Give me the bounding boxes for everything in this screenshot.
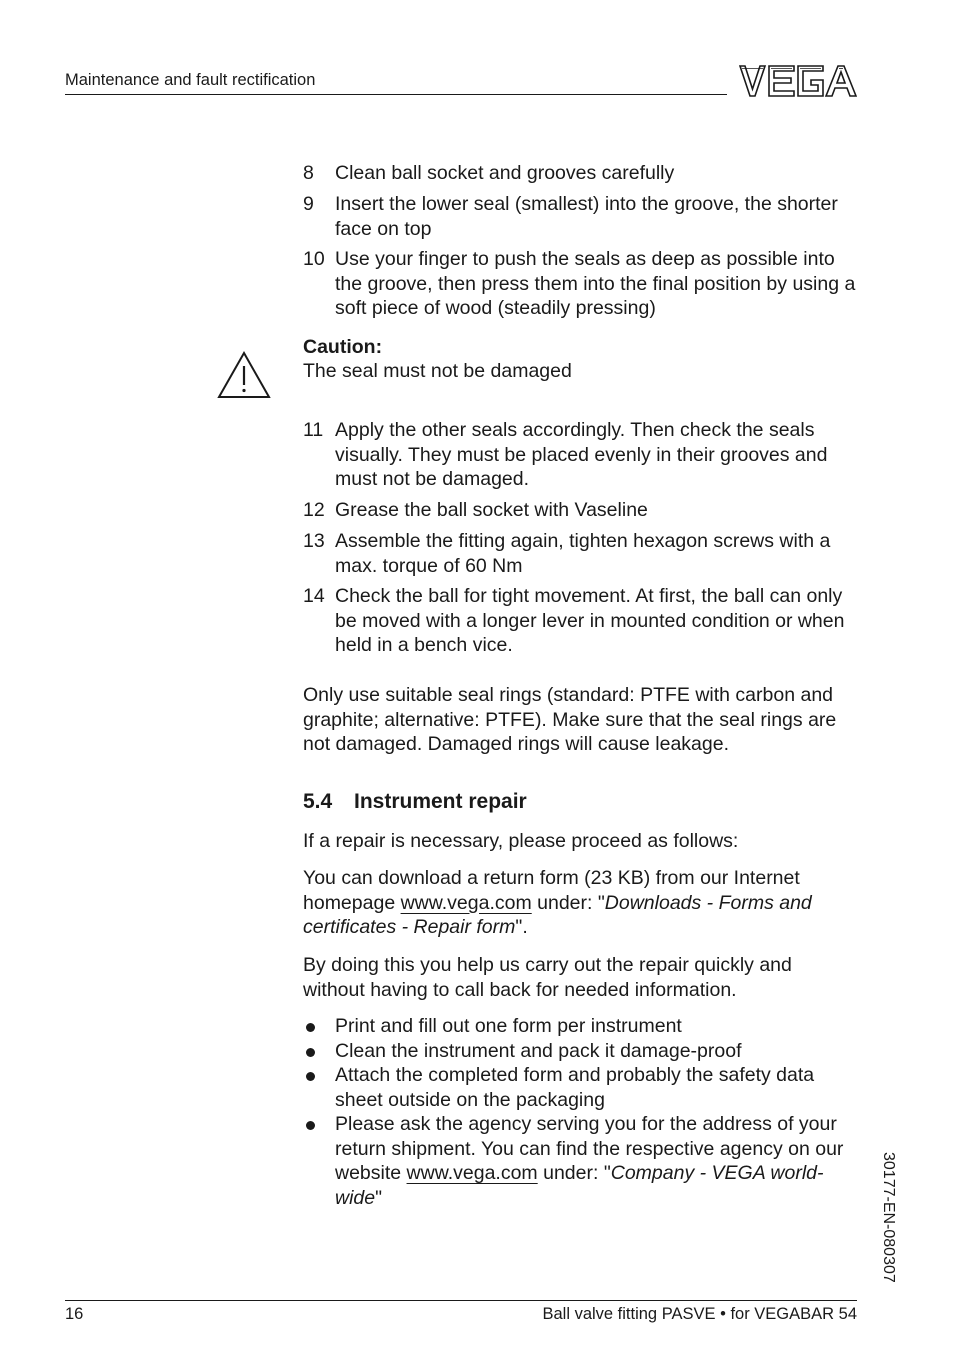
bullet-text-part: under: " [537,1162,611,1184]
step-number: 8 [303,162,314,184]
header-divider [65,94,727,95]
footer-document-title: Ball valve fitting PASVE • for VEGABAR 54 [542,1305,857,1323]
list-item [303,192,859,242]
download-paragraph [303,866,859,940]
bullet-icon [306,1023,315,1032]
step-number: 9 [303,193,314,215]
download-text: under: " [531,891,605,914]
vega-logo [739,64,857,98]
bullet-text: Print and fill out one form per instrument [335,1015,682,1037]
step-number: 13 [303,530,325,552]
bullet-item [303,1039,859,1064]
warning-triangle-icon [216,350,272,400]
bullet-icon [306,1121,315,1130]
list-item [303,418,859,493]
repair-intro-paragraph: If a repair is necessary, please proceed as follows: [303,830,739,852]
section-heading [303,790,527,814]
step-number: 12 [303,499,325,521]
bullet-icon [306,1048,315,1057]
list-item [303,247,859,322]
step-text: Use your finger to push the seals as deep as possible into the groove, then press them into the final position by using a soft piece of wood (steadily pressing) [335,248,856,319]
step-text: Grease the ball socket with Vaseline [335,499,648,521]
step-text: Clean ball socket and grooves carefully [335,162,675,184]
step-text: Insert the lower seal (smallest) into the groove, the shorter face on top [335,193,838,240]
download-text: You can download a return form (23 KB) from our Internet homepage [303,867,800,914]
list-item [303,529,859,579]
step-number: 11 [303,419,324,441]
bullet-icon [306,1072,315,1081]
bullet-path-text: Company - VEGA world-wide [335,1162,824,1209]
section-number: 5.4 [303,790,333,813]
seal-note-paragraph: Only use suitable seal rings (standard: PTFE with carbon and graphite; alternative: PTFE). Make sure that the seal rings are not damaged. Damaged rings will cause leakage. [303,684,837,755]
step-text: Check the ball for tight movement. At first, the ball can only be moved with a longer lever in mounted condition or when held in a bench vice. [335,585,845,656]
step-number: 14 [303,585,325,607]
download-text: ". [515,916,528,938]
list-item [303,584,859,659]
vega-website-link[interactable]: www.vega.com [406,1162,538,1184]
caution-text: The seal must not be damaged [303,360,572,382]
bullet-text-part: Please ask the agency serving you for the address of your return shipment. You can find the respective agency on our website [335,1113,844,1184]
help-paragraph: By doing this you help us carry out the repair quickly and without having to call back for needed information. [303,954,792,1001]
list-item [303,161,859,186]
header-section-title: Maintenance and fault rectification [65,71,316,89]
bullet-text: Attach the completed form and probably the safety data sheet outside on the packaging [335,1064,815,1111]
vega-website-link[interactable]: www.vega.com [400,891,532,914]
bullet-item [303,1014,859,1039]
list-item [303,498,859,523]
bullet-text [335,1112,859,1210]
step-number: 10 [303,248,325,270]
step-text: Assemble the fitting again, tighten hexagon screws with a max. torque of 60 Nm [335,530,831,577]
caution-title: Caution: [303,336,383,358]
document-code-text: 30177-EN-080307 [880,1152,897,1283]
download-path-text: Downloads - Forms and certificates - Repair form [303,891,812,938]
bullet-item [303,1063,859,1113]
step-text: Apply the other seals accordingly. Then check the seals visually. They must be placed evenly in their grooves and must not be damaged. [335,419,828,490]
section-title: Instrument repair [354,790,527,813]
footer-divider [65,1300,857,1301]
bullet-item [303,1112,859,1212]
bullet-text-part: " [375,1186,383,1209]
page-number: 16 [65,1305,84,1323]
bullet-text: Clean the instrument and pack it damage-proof [335,1040,742,1062]
document-code [878,1152,898,1312]
